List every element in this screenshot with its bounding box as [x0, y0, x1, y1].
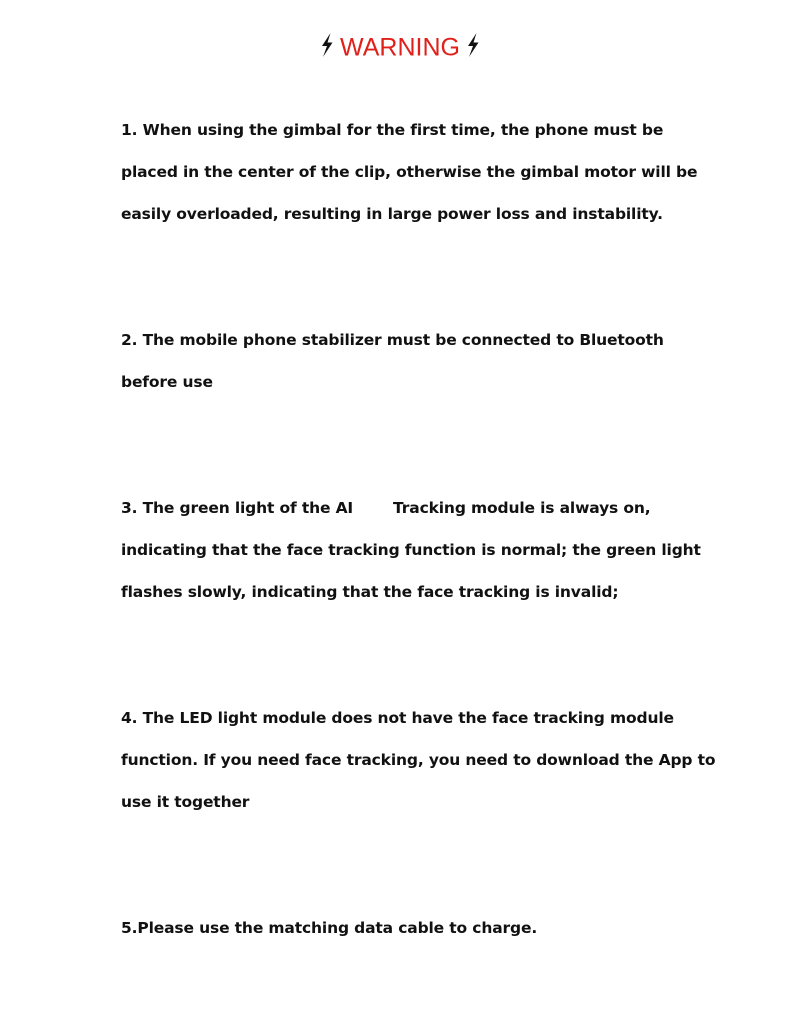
warning-item-4: [121, 697, 761, 823]
warning-item-5: [121, 907, 761, 949]
warning-item-1: [121, 109, 761, 235]
warning-list: [121, 109, 761, 1033]
item-text-line: function. If you need face tracking, you need to download the App to: [121, 751, 716, 769]
warning-item-3: [121, 487, 761, 613]
item-text-line: flashes slowly, indicating that the face tracking is invalid;: [121, 583, 619, 601]
item-text-line: 5.Please use the matching data cable to charge.: [121, 919, 538, 937]
warning-item-2: [121, 319, 761, 403]
item-text-line: 2. The mobile phone stabilizer must be connected to Bluetooth: [121, 331, 664, 349]
lightning-bolt-icon: [318, 32, 336, 58]
item-text-line: indicating that the face tracking function is normal; the green light: [121, 541, 701, 559]
item-text-line: easily overloaded, resulting in large power loss and instability.: [121, 205, 663, 223]
item-text-line: placed in the center of the clip, otherwise the gimbal motor will be: [121, 163, 698, 181]
item-text-part: Tracking module is always on,: [393, 499, 651, 517]
warning-title: WARNING: [340, 33, 460, 62]
item-text-line: use it together: [121, 793, 250, 811]
item-text-part: 3. The green light of the AI: [121, 499, 354, 517]
item-text-line: 1. When using the gimbal for the first time, the phone must be: [121, 121, 664, 139]
item-text-line: [121, 487, 761, 529]
item-text-line: before use: [121, 373, 213, 391]
lightning-bolt-icon: [464, 32, 482, 58]
item-text-line: 4. The LED light module does not have the face tracking module: [121, 709, 674, 727]
warning-header: [0, 26, 800, 67]
